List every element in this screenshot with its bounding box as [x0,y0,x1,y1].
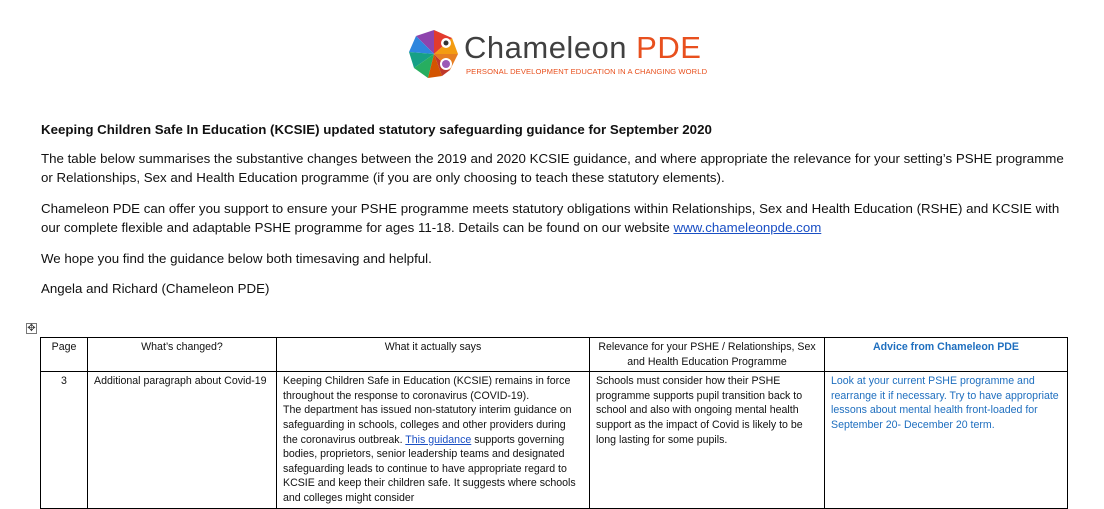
cell-says-p2b: supports governing bodies, proprietors, senior leadership teams and designated safeguarding leads to continue to have appropriate regard to KCSIE and keep their children safe. It suggests where schools and colleges might consider [283,433,576,504]
cell-changed: Additional paragraph about Covid-19 [88,372,277,508]
header-changed: What’s changed? [88,338,277,372]
logo-name [464,30,701,66]
cell-relevance: Schools must consider how their PSHE programme supports pupil transition back to school and also with ongoing mental health support as the impact of Covid is likely to be long lasting for some pupils. [590,372,825,508]
guidance-link[interactable]: This guidance [405,433,472,446]
header-says: What it actually says [277,338,590,372]
header-advice: Advice from Chameleon PDE [825,338,1068,372]
header-page: Page [41,338,88,372]
signoff: Angela and Richard (Chameleon PDE) [41,281,270,296]
table-move-handle-icon[interactable]: ✥ [27,323,36,334]
intro-paragraph: The table below summarises the substantive changes between the 2019 and 2020 KCSIE guidance, and where appropriate the relevance for your setting’s PSHE programme or Relationships, Sex and Health Education programme (if you are only choosing to teach these statutory elements). [41,150,1064,185]
cell-advice: Look at your current PSHE programme and rearrange it if necessary. Try to have appropriate lessons about mental health front-loaded for September 20- December 20 term. [825,372,1068,508]
document-body [41,120,1071,310]
cell-says-p2a: The department has issued non-statutory interim guidance on safeguarding in schools, colleges and other providers during the coronavirus outbreak. [283,404,572,446]
logo-name-part1: Chameleon [464,30,637,65]
cell-says-p2 [283,403,583,505]
logo-tagline: PERSONAL DEVELOPMENT EDUCATION IN A CHANGING WORLD [466,67,708,76]
header-relevance: Relevance for your PSHE / Relationships, Sex and Health Education Programme [590,338,825,372]
logo [406,26,706,86]
hope-paragraph: We hope you find the guidance below both timesaving and helpful. [41,250,432,266]
support-paragraph-text: Chameleon PDE can offer you support to ensure your PSHE programme meets statutory obligations within Relationships, Sex and Health Education (RSHE) and KCSIE with our complete flexible and adaptable PSHE programme for ages 11-18. Details can be found on our website [41,200,1060,235]
kcsie-table [40,337,1068,509]
cell-page: 3 [41,372,88,508]
cell-says-p1: Keeping Children Safe in Education (KCSIE) remains in force throughout the response to coronavirus (COVID-19). [283,375,571,402]
support-paragraph [41,199,1071,238]
cell-says [277,372,590,508]
chameleon-logo-icon [406,26,462,82]
table-header-row [41,338,1068,372]
website-link[interactable]: www.chameleonpde.com [673,220,822,235]
logo-name-part2: PDE [636,30,702,65]
table-row [41,372,1068,508]
document-title: Keeping Children Safe In Education (KCSIE) updated statutory safeguarding guidance for September 2020 [41,122,712,137]
